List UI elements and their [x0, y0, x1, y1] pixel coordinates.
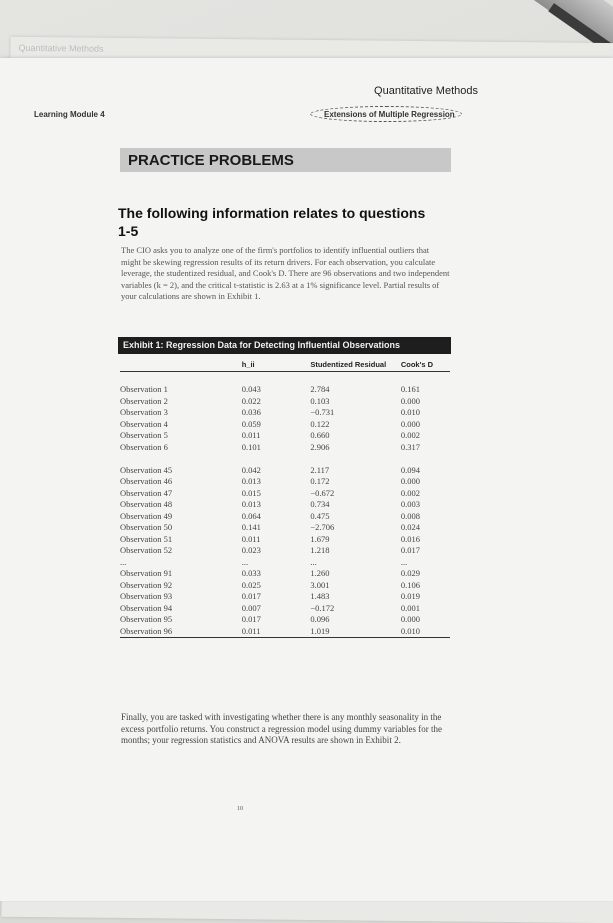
observation-cell: Observation 92: [120, 579, 173, 590]
studentized-residual-cell: 0.660: [310, 430, 330, 441]
cooks-d-cell: 0.010: [400, 625, 420, 636]
studentized-residual-cell: 0.122: [310, 418, 330, 429]
running-header-section: Quantitative Methods: [374, 85, 478, 97]
studentized-residual-cell: 3.001: [310, 579, 330, 590]
intro-paragraph: The CIO asks you to analyze one of the firm's portfolios to identify influential outliers that might be skewing regression results of its return drivers. For each observation, you calculate leverage, the studentized residual, and Cook's D. There are 96 observations and two independent variables (k = 2), and the critical t-statistic is 2.63 at a 1% significance level. Partial results of your calculations are shown in Exhibit 1.: [121, 245, 450, 301]
table-bottom-rule: [120, 637, 450, 649]
table-header-row: [120, 358, 450, 372]
leverage-cell: 0.025: [241, 579, 261, 590]
cooks-d-cell: 0.000: [400, 395, 420, 406]
underlying-page-header: Quantitative Methods: [18, 42, 104, 54]
ellipsis-cell: ...: [310, 556, 317, 567]
studentized-residual-cell: 1.019: [310, 625, 330, 636]
table-row: [120, 614, 450, 626]
leverage-cell: 0.101: [241, 441, 261, 452]
leverage-cell: 0.023: [241, 545, 261, 556]
observation-cell: Observation 48: [120, 499, 173, 510]
leverage-cell: 0.017: [241, 614, 261, 625]
studentized-residual-cell: 0.103: [310, 395, 330, 406]
cooks-d-cell: 0.010: [400, 407, 420, 418]
cooks-d-cell: 0.317: [400, 441, 420, 452]
studentized-residual-cell: −0.172: [310, 602, 335, 613]
cooks-d-cell: 0.017: [400, 545, 420, 556]
studentized-residual-cell: 1.483: [310, 591, 330, 602]
leverage-cell: 0.141: [241, 522, 261, 533]
studentized-residual-cell: 2.784: [310, 384, 330, 395]
exhibit-title-bar: [118, 337, 451, 354]
cooks-d-cell: 0.019: [400, 591, 420, 602]
leverage-cell: 0.007: [241, 602, 261, 613]
table-row: [120, 384, 450, 396]
ellipsis-row: [120, 556, 450, 568]
studentized-residual-cell: −0.672: [310, 487, 335, 498]
observation-cell: Observation 45: [120, 464, 173, 475]
table-body: [120, 372, 450, 650]
studentized-residual-cell: −2.706: [310, 522, 335, 533]
studentized-residual-cell: 1.218: [310, 545, 330, 556]
leverage-cell: 0.015: [241, 487, 261, 498]
studentized-residual-cell: 1.679: [310, 533, 330, 544]
leverage-cell: 0.013: [241, 499, 261, 510]
observation-cell: Observation 46: [120, 476, 173, 487]
observation-cell: Observation 95: [120, 614, 173, 625]
running-header-subsection: Extensions of Multiple Regression: [324, 110, 455, 119]
exhibit-title: Exhibit 1: Regression Data for Detecting Influential Observations: [123, 340, 401, 350]
cooks-d-cell: 0.002: [400, 487, 420, 498]
cooks-d-cell: 0.029: [400, 568, 420, 579]
table-row: [120, 591, 450, 603]
ellipsis-cell: ...: [120, 556, 127, 567]
page-number: 10: [237, 806, 243, 812]
studentized-residual-cell: 0.172: [310, 476, 330, 487]
document-page: [0, 58, 613, 901]
studentized-residual-cell: 0.734: [310, 499, 330, 510]
cooks-d-cell: 0.094: [400, 464, 420, 475]
running-header-module: Learning Module 4: [34, 110, 105, 119]
ellipsis-cell: ...: [241, 556, 249, 567]
leverage-cell: 0.022: [241, 395, 261, 406]
table-row: [120, 522, 450, 534]
observation-cell: Observation 93: [120, 591, 173, 602]
table-row: [120, 533, 450, 545]
table-row: [120, 568, 450, 580]
observation-cell: Observation 1: [120, 384, 168, 395]
table-row: [120, 487, 450, 499]
cooks-d-cell: 0.024: [400, 522, 420, 533]
observation-cell: Observation 4: [120, 418, 168, 429]
closing-paragraph: Finally, you are tasked with investigating whether there is any monthly seasonality in the excess portfolio returns. You construct a regression model using dummy variables for the months; your regression statistics and ANOVA results are shown in Exhibit 2.: [121, 712, 442, 745]
cooks-d-cell: 0.003: [400, 499, 420, 510]
table-row: [120, 464, 450, 476]
observation-cell: Observation 6: [120, 441, 168, 452]
table-row: [120, 602, 450, 614]
leverage-cell: 0.013: [241, 476, 261, 487]
studentized-residual-cell: 1.260: [310, 568, 330, 579]
column-header-cooks-d: Cook's D: [400, 360, 434, 369]
practice-problems-title: PRACTICE PROBLEMS: [128, 152, 294, 169]
studentized-residual-cell: 2.117: [310, 464, 330, 475]
observation-cell: Observation 51: [120, 533, 173, 544]
leverage-cell: 0.017: [241, 591, 261, 602]
table-row: [120, 395, 450, 407]
group-gap: [120, 453, 450, 465]
leverage-cell: 0.011: [241, 625, 261, 636]
cooks-d-cell: 0.000: [400, 418, 420, 429]
column-header-leverage: h_ii: [241, 360, 255, 369]
leverage-cell: 0.042: [241, 464, 261, 475]
cooks-d-cell: 0.002: [400, 430, 420, 441]
observation-cell: Observation 50: [120, 522, 173, 533]
cooks-d-cell: 0.106: [400, 579, 420, 590]
column-header-observation: [120, 358, 238, 372]
cooks-d-cell: 0.001: [400, 602, 420, 613]
observation-cell: Observation 96: [120, 625, 173, 636]
table-row: [120, 545, 450, 557]
studentized-residual-cell: 0.475: [310, 510, 330, 521]
column-header-studentized-residual: Studentized Residual: [310, 360, 387, 369]
table-top-rule: [120, 372, 450, 384]
table-row: [120, 441, 450, 453]
table-row: [120, 430, 450, 442]
cooks-d-cell: 0.161: [400, 384, 420, 395]
leverage-cell: 0.064: [241, 510, 261, 521]
observation-cell: Observation 3: [120, 407, 168, 418]
ellipsis-cell: ...: [400, 556, 408, 567]
cooks-d-cell: 0.000: [400, 476, 420, 487]
leverage-cell: 0.059: [241, 418, 261, 429]
observation-cell: Observation 5: [120, 430, 168, 441]
observation-cell: Observation 52: [120, 545, 173, 556]
observation-cell: Observation 2: [120, 395, 168, 406]
observation-cell: Observation 49: [120, 510, 173, 521]
observation-cell: Observation 94: [120, 602, 173, 613]
table-row: [120, 579, 450, 591]
leverage-cell: 0.033: [241, 568, 261, 579]
observation-cell: Observation 91: [120, 568, 173, 579]
cooks-d-cell: 0.000: [400, 614, 420, 625]
table-row: [120, 499, 450, 511]
leverage-cell: 0.011: [241, 430, 261, 441]
table-row: [120, 476, 450, 488]
question-heading: The following information relates to questions 1-5: [118, 205, 426, 239]
cooks-d-cell: 0.008: [400, 510, 420, 521]
table-row: [120, 510, 450, 522]
studentized-residual-cell: 0.096: [310, 614, 330, 625]
practice-problems-banner: [120, 148, 451, 172]
studentized-residual-cell: −0.731: [310, 407, 335, 418]
table-row: [120, 625, 450, 637]
table-row: [120, 418, 450, 430]
leverage-cell: 0.036: [241, 407, 261, 418]
leverage-cell: 0.043: [241, 384, 261, 395]
leverage-cell: 0.011: [241, 533, 261, 544]
observation-cell: Observation 47: [120, 487, 173, 498]
exhibit-table: [120, 358, 450, 649]
cooks-d-cell: 0.016: [400, 533, 420, 544]
table-row: [120, 407, 450, 419]
studentized-residual-cell: 2.906: [310, 441, 330, 452]
